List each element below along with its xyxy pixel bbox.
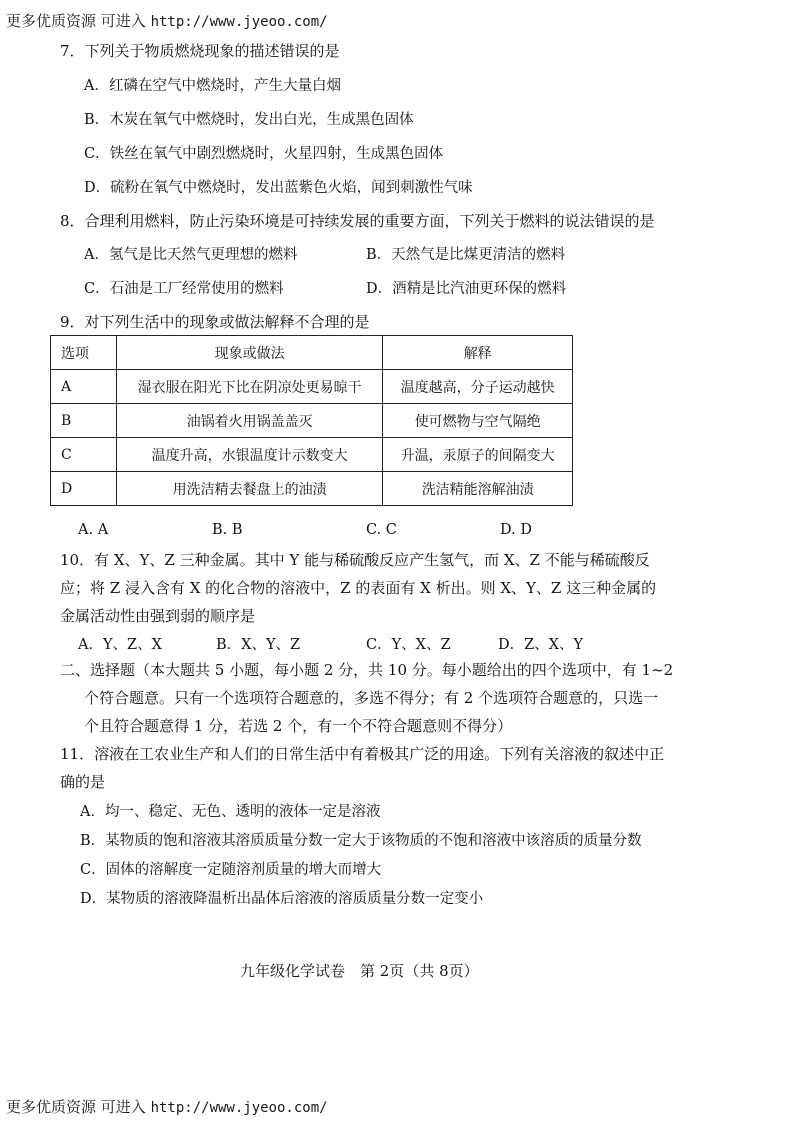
- table-cell-phenomenon: 油锅着火用锅盖盖灭: [116, 404, 383, 438]
- table-cell-option: B: [51, 404, 117, 438]
- header-url[interactable]: http://www.jyeoo.com/: [150, 14, 328, 30]
- q11-option-d: D．某物质的溶液降温析出晶体后溶液的溶质质量分数一定变小: [80, 891, 484, 907]
- footer-url[interactable]: http://www.jyeoo.com/: [150, 1100, 328, 1116]
- table-header-explanation: 解释: [383, 336, 573, 370]
- footer-source: [6, 1096, 328, 1117]
- q9-table: [50, 335, 573, 506]
- q8-stem: 8．合理利用燃料，防止污染环境是可持续发展的重要方面，下列关于燃料的说法错误的是: [60, 212, 655, 230]
- footer-prefix: 更多优质资源 可进入: [6, 1098, 146, 1116]
- table-row: [51, 438, 573, 472]
- section2-line-2: 个符合题意。只有一个选项符合题意的，多选不得分；有 2 个选项符合题意的，只选一: [84, 689, 659, 707]
- q10-line-3: 金属活动性由强到弱的顺序是: [60, 607, 256, 625]
- table-cell-option: A: [51, 370, 117, 404]
- q10-option-a: A．Y、Z、X: [78, 637, 162, 653]
- q8-option-c: C．石油是工厂经常使用的燃料: [84, 281, 284, 297]
- q7-option-d: D．硫粉在氧气中燃烧时，发出蓝紫色火焰，闻到刺激性气味: [84, 180, 473, 196]
- section2-line-3: 个且符合题意得 1 分，若选 2 个，有一个不符合题意则不得分）: [84, 717, 513, 735]
- q7-option-a: A．红磷在空气中燃烧时，产生大量白烟: [84, 78, 341, 94]
- q9-option-b: B. B: [212, 522, 243, 538]
- q10-option-b: B．X、Y、Z: [216, 637, 301, 653]
- q7-option-c: C．铁丝在氧气中剧烈燃烧时，火星四射，生成黑色固体: [84, 146, 444, 162]
- page-footer: 九年级化学试卷 第 2页（共 8页）: [240, 962, 479, 980]
- header-source: [6, 10, 328, 31]
- q11-line-2: 确的是: [60, 773, 106, 791]
- q7-option-b: B．木炭在氧气中燃烧时，发出白光，生成黑色固体: [84, 112, 414, 128]
- table-header-phenomenon: 现象或做法: [116, 336, 383, 370]
- table-cell-explanation: 使可燃物与空气隔绝: [383, 404, 573, 438]
- table-cell-phenomenon: 温度升高，水银温度计示数变大: [116, 438, 383, 472]
- table-cell-explanation: 升温，汞原子的间隔变大: [383, 438, 573, 472]
- q8-option-b: B．天然气是比煤更清洁的燃料: [366, 247, 566, 263]
- table-cell-option: C: [51, 438, 117, 472]
- q7-stem: 7．下列关于物质燃烧现象的描述错误的是: [60, 42, 340, 60]
- table-row: [51, 370, 573, 404]
- table-cell-phenomenon: 湿衣服在阳光下比在阴凉处更易晾干: [116, 370, 383, 404]
- table-row: [51, 404, 573, 438]
- q10-line-2: 应；将 Z 浸入含有 X 的化合物的溶液中，Z 的表面有 X 析出。则 X、Y、Z 这三种金属的: [60, 579, 657, 597]
- table-cell-explanation: 洗洁精能溶解油渍: [383, 472, 573, 506]
- q9-option-d: D. D: [500, 522, 532, 538]
- table-row: [51, 472, 573, 506]
- section2-line-1: 二、选择题（本大题共 5 小题，每小题 2 分，共 10 分。每小题给出的四个选项中，有 1~2: [60, 661, 674, 679]
- q8-option-a: A．氢气是比天然气更理想的燃料: [84, 247, 298, 263]
- table-cell-phenomenon: 用洗洁精去餐盘上的油渍: [116, 472, 383, 506]
- q9-option-c: C. C: [366, 522, 397, 538]
- q10-option-c: C．Y、X、Z: [366, 637, 451, 653]
- q11-option-b: B．某物质的饱和溶液其溶质质量分数一定大于该物质的不饱和溶液中该溶质的质量分数: [80, 833, 642, 849]
- q9-option-a: A. A: [78, 522, 109, 538]
- table-cell-explanation: 温度越高，分子运动越快: [383, 370, 573, 404]
- q11-line-1: 11．溶液在工农业生产和人们的日常生活中有着极其广泛的用途。下列有关溶液的叙述中正: [60, 745, 665, 763]
- q9-stem: 9．对下列生活中的现象或做法解释不合理的是: [60, 313, 370, 331]
- table-header-row: [51, 336, 573, 370]
- table-header-option: 选项: [51, 336, 117, 370]
- q11-option-c: C．固体的溶解度一定随溶剂质量的增大而增大: [80, 862, 382, 878]
- q10-option-d: D．Z、X、Y: [498, 637, 584, 653]
- header-prefix: 更多优质资源 可进入: [6, 12, 146, 30]
- q8-option-d: D．酒精是比汽油更环保的燃料: [366, 281, 567, 297]
- table-cell-option: D: [51, 472, 117, 506]
- q11-option-a: A．均一、稳定、无色、透明的液体一定是溶液: [80, 804, 381, 820]
- q10-line-1: 10．有 X、Y、Z 三种金属。其中 Y 能与稀硫酸反应产生氢气，而 X、Z 不能与稀硫酸反: [60, 551, 650, 569]
